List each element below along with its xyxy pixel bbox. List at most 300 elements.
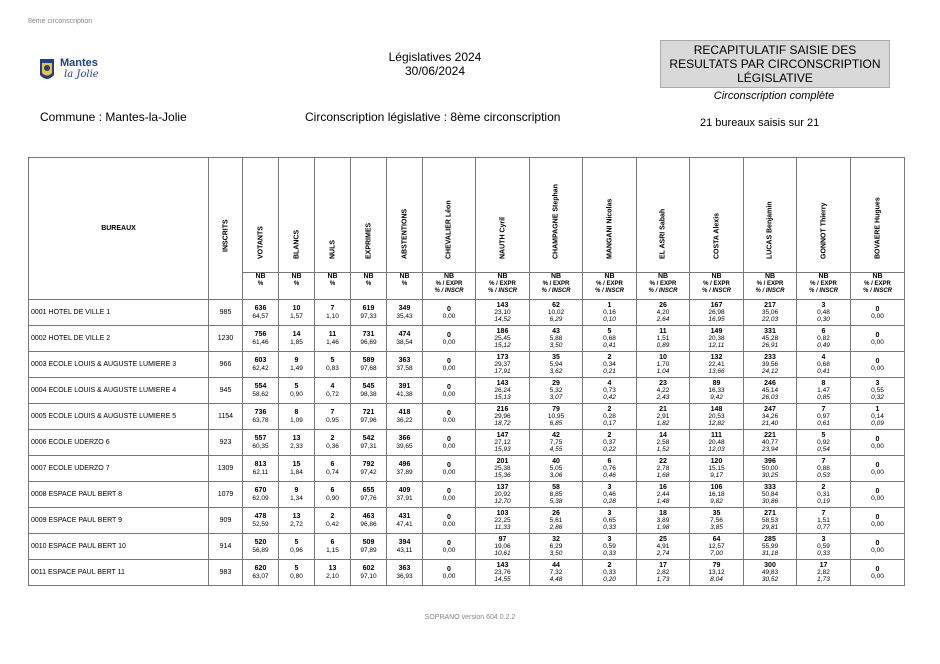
candidate-cell xyxy=(530,326,583,352)
cand-pct-expr: 4,20 xyxy=(656,309,670,316)
stat-cell xyxy=(351,456,387,482)
cand-pct-expr: 23,10 xyxy=(494,309,511,316)
candidate-cell xyxy=(851,352,905,378)
stat-header-label: EXPRIMES xyxy=(365,222,372,259)
candidate-cell xyxy=(851,508,905,534)
stat-cell xyxy=(387,300,423,326)
cand-pct-expr: 0,00 xyxy=(871,520,884,528)
stat-cell xyxy=(315,300,351,326)
cand-sub-inscr: % / INSCR xyxy=(594,288,624,294)
cand-pct-expr: 45,14 xyxy=(761,387,779,394)
cand-pct-inscr: 0,89 xyxy=(656,342,670,349)
cand-pct-expr: 0,65 xyxy=(603,517,616,524)
candidate-cell xyxy=(476,482,530,508)
cand-nb: 17 xyxy=(659,562,667,569)
stat-pct: 0,74 xyxy=(326,468,339,476)
cand-pct-inscr: 15,36 xyxy=(494,472,511,479)
commune-label: Commune : Mantes-la-Jolie xyxy=(40,110,187,124)
cand-nb: 0 xyxy=(447,539,451,547)
bureau-name: 0006 ECOLE UDERZO 6 xyxy=(29,430,209,456)
stat-nb: 5 xyxy=(294,538,299,546)
cand-pct-inscr: 1,48 xyxy=(656,498,670,505)
stat-nb: 7 xyxy=(330,304,335,312)
cand-pct-inscr: 2,64 xyxy=(656,316,670,323)
cand-nb: 18 xyxy=(659,510,667,517)
cand-pct-expr: 0,00 xyxy=(442,338,456,346)
stat-sub-pct: % xyxy=(401,281,408,287)
inscrits-value: 909 xyxy=(209,508,243,534)
cand-nb: 2 xyxy=(607,432,612,439)
cand-nb: 173 xyxy=(496,354,509,361)
bureaux-header-label: BUREAUX xyxy=(101,225,136,232)
candidate-header xyxy=(476,158,530,273)
stat-nb: 545 xyxy=(362,382,375,390)
cand-nb: 62 xyxy=(552,302,560,309)
cand-nb: 2 xyxy=(821,484,826,491)
stat-cell xyxy=(351,378,387,404)
stat-pct: 37,58 xyxy=(396,364,413,372)
cand-pct-expr: 20,53 xyxy=(708,413,725,420)
stat-nb: 418 xyxy=(398,408,411,416)
candidate-cell xyxy=(797,508,851,534)
cand-pct-expr: 26,24 xyxy=(494,387,511,394)
cand-pct-inscr: 1,98 xyxy=(656,524,670,531)
candidate-cell xyxy=(530,378,583,404)
stat-pct: 97,68 xyxy=(360,364,377,372)
cand-pct-expr: 23,76 xyxy=(494,569,511,576)
cand-nb: 148 xyxy=(710,406,723,413)
stat-header-label: ABSTENTIONS xyxy=(401,208,408,259)
cand-nb: 0 xyxy=(447,409,451,417)
stat-cell xyxy=(387,352,423,378)
cand-sub-inscr: % / INSCR xyxy=(487,288,517,294)
cand-nb: 79 xyxy=(552,406,560,413)
stat-nb: 636 xyxy=(254,304,267,312)
cand-nb: 4 xyxy=(607,380,612,387)
cand-nb: 44 xyxy=(552,562,560,569)
cand-nb: 132 xyxy=(710,354,723,361)
stat-nb: 463 xyxy=(362,512,375,520)
cand-pct-inscr: 2,74 xyxy=(656,550,670,557)
inscrits-value: 1309 xyxy=(209,456,243,482)
cand-pct-expr: 0,00 xyxy=(871,312,884,320)
recap-title-box xyxy=(660,40,890,88)
cand-pct-inscr: 29,81 xyxy=(761,524,779,531)
candidate-cell xyxy=(797,404,851,430)
cand-pct-expr: 2,82 xyxy=(817,569,830,576)
cand-nb: 0 xyxy=(875,331,880,339)
stat-sub-pct: % xyxy=(257,281,264,287)
cand-pct-expr: 0,00 xyxy=(871,468,884,476)
candidate-cell xyxy=(530,404,583,430)
candidate-cell xyxy=(637,482,690,508)
cand-nb: 26 xyxy=(552,510,560,517)
cand-nb: 3 xyxy=(821,536,826,543)
candidate-subheader xyxy=(530,273,583,300)
candidate-cell xyxy=(583,456,637,482)
candidate-cell xyxy=(851,404,905,430)
cand-nb: 103 xyxy=(496,510,509,517)
stat-cell xyxy=(243,352,279,378)
cand-pct-expr: 0,55 xyxy=(871,387,884,394)
cand-pct-expr: 2,78 xyxy=(656,465,670,472)
stat-cell xyxy=(279,430,315,456)
stat-cell xyxy=(279,300,315,326)
candidate-cell xyxy=(583,404,637,430)
cand-nb: 23 xyxy=(659,380,667,387)
cand-sub-expr: % / EXPR xyxy=(864,281,891,287)
stat-nb: 394 xyxy=(398,538,411,546)
stat-cell xyxy=(387,326,423,352)
stat-nb: 391 xyxy=(398,382,411,390)
cand-pct-inscr: 30,86 xyxy=(761,498,779,505)
stat-pct: 2,10 xyxy=(326,572,339,580)
logo-text-lajolie: la Jolie xyxy=(64,69,99,80)
candidate-cell xyxy=(423,352,476,378)
cand-pct-inscr: 30,52 xyxy=(761,576,779,583)
cand-pct-expr: 55,99 xyxy=(761,543,779,550)
stat-pct: 0,96 xyxy=(290,546,303,554)
cand-pct-expr: 49,83 xyxy=(761,569,779,576)
stat-cell xyxy=(243,378,279,404)
stat-pct: 1,84 xyxy=(290,468,303,476)
candidate-cell xyxy=(851,300,905,326)
candidate-cell xyxy=(797,456,851,482)
stat-nb: 11 xyxy=(328,330,337,338)
bureau-name: 0004 ECOLE LOUIS & AUGUSTE LUMIERE 4 xyxy=(29,378,209,404)
bureau-name: 0009 ESPACE PAUL BERT 9 xyxy=(29,508,209,534)
cand-pct-expr: 5,94 xyxy=(549,361,563,368)
cand-pct-expr: 0,68 xyxy=(603,335,616,342)
stat-cell xyxy=(243,534,279,560)
cand-nb: 331 xyxy=(764,328,776,335)
cand-pct-expr: 20,38 xyxy=(708,335,725,342)
cand-sub-inscr: % / INSCR xyxy=(701,288,731,294)
table-row xyxy=(29,378,905,404)
stat-pct: 0,80 xyxy=(290,572,303,580)
stat-cell xyxy=(351,300,387,326)
cand-nb: 233 xyxy=(764,354,776,361)
table-row xyxy=(29,534,905,560)
cand-pct-expr: 0,00 xyxy=(442,364,456,372)
stat-pct: 63,78 xyxy=(252,416,269,424)
stat-pct: 36,22 xyxy=(396,416,413,424)
cand-pct-expr: 0,00 xyxy=(442,546,456,554)
cand-pct-inscr: 6,29 xyxy=(549,316,563,323)
cand-pct-inscr: 3,50 xyxy=(549,342,563,349)
cand-pct-expr: 2,82 xyxy=(656,569,670,576)
candidate-cell xyxy=(690,326,744,352)
cand-sub-inscr: % / INSCR xyxy=(434,288,464,294)
stat-cell xyxy=(315,456,351,482)
cand-pct-expr: 10,95 xyxy=(547,413,565,420)
stat-nb: 478 xyxy=(254,512,267,520)
candidate-cell xyxy=(744,456,797,482)
cand-pct-expr: 0,00 xyxy=(871,572,884,580)
cand-nb: 10 xyxy=(659,354,667,361)
cand-sub-inscr: % / INSCR xyxy=(808,288,838,294)
stat-pct: 38,54 xyxy=(396,338,413,346)
cand-pct-expr: 25,45 xyxy=(494,335,511,342)
candidate-cell xyxy=(476,300,530,326)
candidate-subheader xyxy=(476,273,530,300)
stat-nb: 542 xyxy=(362,434,375,442)
candidate-cell xyxy=(637,560,690,586)
cand-pct-inscr: 15,93 xyxy=(494,446,511,453)
cand-pct-inscr: 11,33 xyxy=(494,524,511,531)
candidate-name: NAUTH Cyril xyxy=(499,216,506,259)
cand-pct-expr: 58,53 xyxy=(761,517,779,524)
cand-pct-expr: 12,57 xyxy=(708,543,725,550)
candidate-cell xyxy=(583,300,637,326)
table-row xyxy=(29,456,905,482)
cand-pct-inscr: 12,03 xyxy=(708,446,725,453)
cand-nb: 0 xyxy=(875,305,880,313)
stat-nb: 620 xyxy=(254,564,267,572)
cand-sub-nb: NB xyxy=(443,273,455,280)
cand-pct-expr: 7,56 xyxy=(710,517,723,524)
cand-nb: 0 xyxy=(447,331,451,339)
candidate-cell xyxy=(744,404,797,430)
cand-sub-nb: NB xyxy=(711,273,722,280)
footer-version: SOPRANO version 604.0.2.2 xyxy=(424,614,516,621)
candidate-cell xyxy=(423,430,476,456)
stat-pct: 1,34 xyxy=(290,494,303,502)
stat-pct: 1,09 xyxy=(290,416,303,424)
candidate-cell xyxy=(583,430,637,456)
stat-cell xyxy=(279,326,315,352)
cand-nb: 2 xyxy=(607,354,612,361)
cand-pct-expr: 0,68 xyxy=(817,361,830,368)
cand-nb: 3 xyxy=(875,380,880,387)
cand-pct-expr: 29,37 xyxy=(494,361,511,368)
candidate-cell xyxy=(744,482,797,508)
candidate-cell xyxy=(423,326,476,352)
cand-pct-inscr: 0,32 xyxy=(871,394,884,401)
cand-pct-expr: 20,48 xyxy=(708,439,725,446)
cand-pct-expr: 22,25 xyxy=(494,517,511,524)
stat-pct: 0,90 xyxy=(326,494,339,502)
stat-cell xyxy=(279,352,315,378)
stat-header-label: NULS xyxy=(329,239,336,259)
stat-nb: 4 xyxy=(330,382,335,390)
stat-cell xyxy=(243,430,279,456)
stat-pct: 0,42 xyxy=(326,520,339,528)
stat-cell xyxy=(315,534,351,560)
stat-nb: 603 xyxy=(254,356,267,364)
cand-pct-inscr: 15,13 xyxy=(494,394,511,401)
stat-header xyxy=(351,158,387,273)
cand-pct-expr: 1,51 xyxy=(817,517,830,524)
stat-nb: 7 xyxy=(330,408,335,416)
candidate-cell xyxy=(530,508,583,534)
stat-nb: 8 xyxy=(294,408,299,416)
stat-nb: 557 xyxy=(254,434,267,442)
candidate-cell xyxy=(744,560,797,586)
candidate-cell xyxy=(583,378,637,404)
bureaux-header xyxy=(29,158,209,300)
candidate-subheader xyxy=(423,273,476,300)
stat-pct: 1,57 xyxy=(290,312,303,320)
cand-pct-inscr: 0,19 xyxy=(817,498,830,505)
candidate-cell xyxy=(423,300,476,326)
cand-pct-expr: 0,59 xyxy=(817,543,830,550)
table-row xyxy=(29,560,905,586)
cand-nb: 221 xyxy=(764,432,776,439)
cand-pct-expr: 0,33 xyxy=(603,569,616,576)
cand-pct-inscr: 3,06 xyxy=(549,472,563,479)
cand-nb: 3 xyxy=(821,302,826,309)
stat-pct: 1,10 xyxy=(326,312,339,320)
candidate-cell xyxy=(476,456,530,482)
candidate-cell xyxy=(423,456,476,482)
cand-nb: 0 xyxy=(447,565,451,573)
table-row xyxy=(29,430,905,456)
cand-nb: 4 xyxy=(821,354,826,361)
cand-pct-inscr: 26,03 xyxy=(761,394,779,401)
candidate-cell xyxy=(476,534,530,560)
stat-subheader xyxy=(351,273,387,300)
stat-cell xyxy=(279,482,315,508)
cand-pct-expr: 2,58 xyxy=(656,439,670,446)
cand-sub-inscr: % / INSCR xyxy=(862,288,892,294)
cand-pct-expr: 0,14 xyxy=(871,413,884,420)
cand-nb: 3 xyxy=(607,484,612,491)
cand-pct-expr: 50,00 xyxy=(761,465,779,472)
stat-cell xyxy=(387,534,423,560)
cand-nb: 58 xyxy=(552,484,560,491)
stat-cell xyxy=(351,352,387,378)
candidate-cell xyxy=(476,404,530,430)
cand-pct-inscr: 0,54 xyxy=(817,446,830,453)
candidate-cell xyxy=(423,560,476,586)
stat-pct: 63,07 xyxy=(252,572,269,580)
inscrits-value: 945 xyxy=(209,378,243,404)
cand-pct-expr: 0,82 xyxy=(817,335,830,342)
stat-nb: 792 xyxy=(362,460,375,468)
stat-pct: 61,46 xyxy=(252,338,269,346)
cand-nb: 149 xyxy=(710,328,723,335)
stat-pct: 62,42 xyxy=(252,364,269,372)
cand-pct-inscr: 15,12 xyxy=(494,342,511,349)
cand-pct-expr: 27,12 xyxy=(494,439,511,446)
candidate-cell xyxy=(797,352,851,378)
candidate-header xyxy=(530,158,583,273)
cand-pct-inscr: 0,21 xyxy=(603,368,616,375)
cand-pct-inscr: 30,25 xyxy=(761,472,779,479)
stat-pct: 96,86 xyxy=(360,520,377,528)
stat-pct: 97,76 xyxy=(360,494,377,502)
stat-nb: 431 xyxy=(398,512,411,520)
candidate-cell xyxy=(637,352,690,378)
cand-nb: 11 xyxy=(659,328,667,335)
candidate-name: CHAMPAGNE Stephan xyxy=(552,184,560,259)
stat-nb: 363 xyxy=(398,356,411,364)
bureau-name: 0010 ESPACE PAUL BERT 10 xyxy=(29,534,209,560)
cand-pct-inscr: 8,04 xyxy=(710,576,723,583)
cand-pct-expr: 5,32 xyxy=(549,387,563,394)
stat-nb: 6 xyxy=(330,460,335,468)
stat-cell xyxy=(279,534,315,560)
stat-header xyxy=(279,158,315,273)
stat-nb: 670 xyxy=(254,486,267,494)
cand-pct-inscr: 9,82 xyxy=(710,498,723,505)
stat-nb: 589 xyxy=(362,356,375,364)
candidate-cell xyxy=(797,560,851,586)
cand-pct-inscr: 17,91 xyxy=(494,368,511,375)
cand-pct-expr: 0,88 xyxy=(817,465,830,472)
cand-pct-inscr: 4,48 xyxy=(549,576,563,583)
cand-pct-expr: 19,06 xyxy=(494,543,511,550)
inscrits-value: 966 xyxy=(209,352,243,378)
cand-nb: 201 xyxy=(496,458,509,465)
cand-nb: 3 xyxy=(607,536,612,543)
stat-header-label: BLANCS xyxy=(293,229,300,259)
cand-sub-nb: NB xyxy=(604,273,615,280)
cand-pct-inscr: 2,86 xyxy=(549,524,563,531)
stat-cell xyxy=(279,404,315,430)
candidate-cell xyxy=(530,352,583,378)
stat-nb: 5 xyxy=(294,382,299,390)
candidate-cell xyxy=(744,508,797,534)
stat-header xyxy=(315,158,351,273)
stat-pct: 37,89 xyxy=(396,468,413,476)
cand-pct-expr: 0,34 xyxy=(603,361,616,368)
stat-cell xyxy=(387,456,423,482)
cand-pct-expr: 0,28 xyxy=(603,413,616,420)
stat-pct: 0,72 xyxy=(326,390,339,398)
stat-cell xyxy=(351,508,387,534)
stat-nb: 496 xyxy=(398,460,411,468)
stat-nb: 5 xyxy=(294,564,299,572)
election-date: 30/06/2024 xyxy=(404,64,466,78)
stat-cell xyxy=(279,456,315,482)
candidate-cell xyxy=(476,326,530,352)
inscrits-value: 1079 xyxy=(209,482,243,508)
cand-pct-inscr: 0,49 xyxy=(817,342,830,349)
candidate-cell xyxy=(744,326,797,352)
cand-pct-expr: 45,28 xyxy=(761,335,779,342)
candidate-cell xyxy=(797,300,851,326)
stat-nb: 721 xyxy=(362,408,375,416)
cand-sub-expr: % / EXPR xyxy=(703,281,730,287)
cand-sub-nb: NB xyxy=(657,273,669,280)
stat-cell xyxy=(315,404,351,430)
cand-pct-inscr: 23,94 xyxy=(761,446,779,453)
cand-pct-expr: 10,02 xyxy=(547,309,565,316)
cand-pct-expr: 0,00 xyxy=(442,442,456,450)
cand-nb: 333 xyxy=(764,484,776,491)
stat-pct: 2,72 xyxy=(290,520,303,528)
cand-nb: 216 xyxy=(496,406,509,413)
stat-nb: 409 xyxy=(398,486,411,494)
cand-pct-expr: 0,92 xyxy=(817,439,830,446)
stat-cell xyxy=(315,508,351,534)
cand-pct-inscr: 0,20 xyxy=(603,576,616,583)
stat-subheader xyxy=(315,273,351,300)
results-table xyxy=(28,157,905,586)
cand-nb: 0 xyxy=(447,487,451,495)
cand-pct-inscr: 0,17 xyxy=(603,420,616,427)
candidate-cell xyxy=(583,560,637,586)
stat-nb: 2 xyxy=(330,512,335,520)
stat-cell xyxy=(243,456,279,482)
cand-pct-expr: 0,00 xyxy=(442,390,456,398)
logo-text-mantes: Mantes xyxy=(60,57,98,69)
stat-pct: 98,38 xyxy=(360,390,377,398)
candidate-name: GONNOT Thierry xyxy=(820,202,827,259)
cand-pct-expr: 0,00 xyxy=(871,546,884,554)
